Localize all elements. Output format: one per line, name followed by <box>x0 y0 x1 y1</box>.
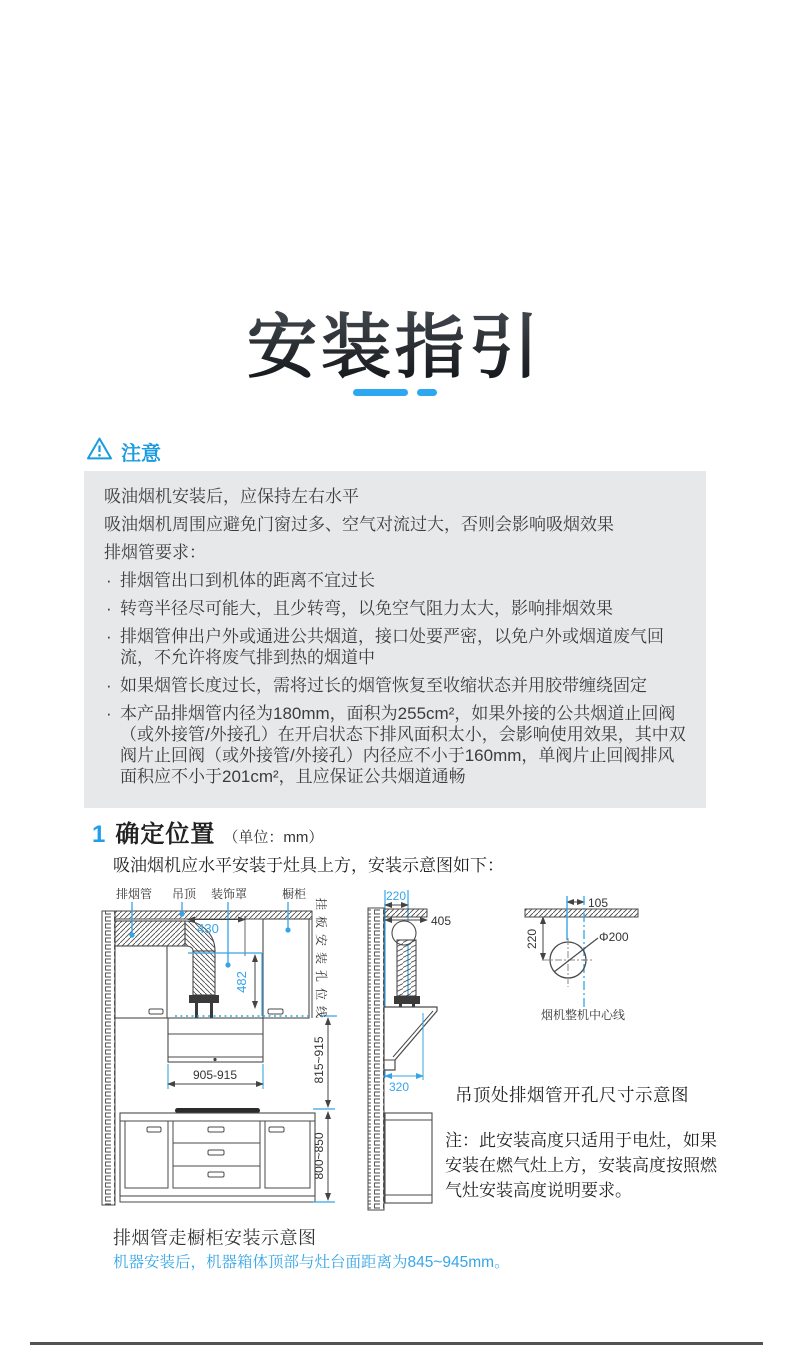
bullet-dot: · <box>106 676 112 695</box>
dim-105 <box>567 896 608 910</box>
section-unit: （单位：mm） <box>223 829 324 846</box>
svg-text:405: 405 <box>431 914 452 928</box>
svg-text:430: 430 <box>197 921 219 936</box>
dim-815-915 <box>312 1016 337 1109</box>
svg-text:905-915: 905-915 <box>192 1068 238 1082</box>
install-height-note: 注：此安装高度只适用于电灶，如果安装在燃气灶上方，安装高度按照燃气灶安装高度说明要求。 <box>445 1131 717 1200</box>
range-hood <box>168 1018 263 1062</box>
notice-bullet: · 本产品排烟管内径为180mm，面积为255cm²，如果外接的公共烟道止回阀（或外接管/外接孔）在开启状态下排风面积太小，会影响使用效果，其中双阀片止回阀（或外接管/外接孔）内径应不小于160mm，单阀片止回阀排风面积应不小于201cm²，且应保证公共烟道通畅 <box>106 704 686 786</box>
hole-circle <box>542 938 598 987</box>
duct-side <box>392 921 420 1011</box>
label-ceiling: 吊顶 <box>171 888 197 901</box>
notice-bullet: · 转弯半径尽可能大，且少转弯，以免空气阻力太大，影响排烟效果 <box>106 599 613 618</box>
cabinet-diagram-caption: 排烟管走橱柜安装示意图 <box>113 1228 317 1248</box>
center-line-label: 烟机整机中心线 <box>540 1008 626 1022</box>
notice-bullet: · 排烟管伸出户外或通进公共烟道，接口处要严密，以免户外或烟道废气回流，不允许将废气排到热的烟道中 <box>106 627 664 667</box>
section-number: 1 <box>92 821 106 848</box>
notice-bullet: · 如果烟管长度过长，需将过长的烟管恢复至收缩状态并用胶带缠绕固定 <box>106 676 647 695</box>
ceiling <box>384 909 427 917</box>
wall <box>368 908 384 1210</box>
notice-line: 吸油烟机周围应避免门窗过多、空气对流过大，否则会影响吸烟效果 <box>104 515 614 534</box>
notice-heading <box>86 436 161 467</box>
bullet-dot: · <box>106 704 112 723</box>
cabinet-installation-diagram <box>95 888 395 1218</box>
svg-text:105: 105 <box>588 896 609 910</box>
notice-bullet: · 排烟管出口到机体的距离不宜过长 <box>106 571 375 590</box>
base-cabinet-side <box>385 1113 432 1203</box>
svg-text:800~850: 800~850 <box>312 1132 326 1180</box>
section-separator-line <box>30 1342 763 1345</box>
section-title: 确定位置 <box>115 821 216 848</box>
notice-line: 吸油烟机安装后，应保持左右水平 <box>104 487 359 506</box>
warning-icon <box>86 436 113 467</box>
svg-text:815~915: 815~915 <box>312 1036 326 1084</box>
title-divider <box>0 389 790 396</box>
distance-note-blue: 机器安装后，机器箱体顶部与灶台面距离为845~945mm。 <box>113 1254 510 1271</box>
label-cabinet: 橱柜 <box>281 888 307 901</box>
hang-plate-line-label: 挂板安装孔位线 <box>314 898 328 1025</box>
ceiling-hole-diagram <box>498 888 713 1028</box>
notice-heading-label: 注意 <box>121 443 161 465</box>
dim-905-915 <box>168 1064 263 1089</box>
divider-dash-long <box>353 389 408 396</box>
dim-220-side <box>385 889 408 905</box>
svg-text:320: 320 <box>388 1080 410 1094</box>
bullet-dot: · <box>106 571 112 590</box>
label-exhaust-duct: 排烟管 <box>115 888 153 901</box>
ceiling-hole-caption: 吊顶处排烟管开孔尺寸示意图 <box>455 1085 689 1105</box>
divider-dash-short <box>417 389 437 396</box>
dim-220-hole <box>525 917 543 960</box>
section-heading <box>92 814 323 849</box>
svg-text:220: 220 <box>385 889 407 903</box>
page-title: 安装指引 <box>0 291 790 392</box>
cooktop-and-base-cabinet <box>120 1108 315 1202</box>
hood-side-profile <box>384 1007 437 1070</box>
svg-text:482: 482 <box>234 971 249 993</box>
bullet-dot: · <box>106 627 112 646</box>
notice-line: 排烟管要求： <box>104 543 206 562</box>
section-intro: 吸油烟机应水平安装于灶具上方，安装示意图如下： <box>113 856 504 875</box>
bullet-dot: · <box>106 599 112 618</box>
label-decor-cover: 装饰罩 <box>210 888 248 901</box>
notice-box <box>84 471 706 808</box>
svg-text:220: 220 <box>525 928 539 950</box>
dim-diameter: Φ200 <box>599 930 629 944</box>
wall-section <box>525 909 638 917</box>
